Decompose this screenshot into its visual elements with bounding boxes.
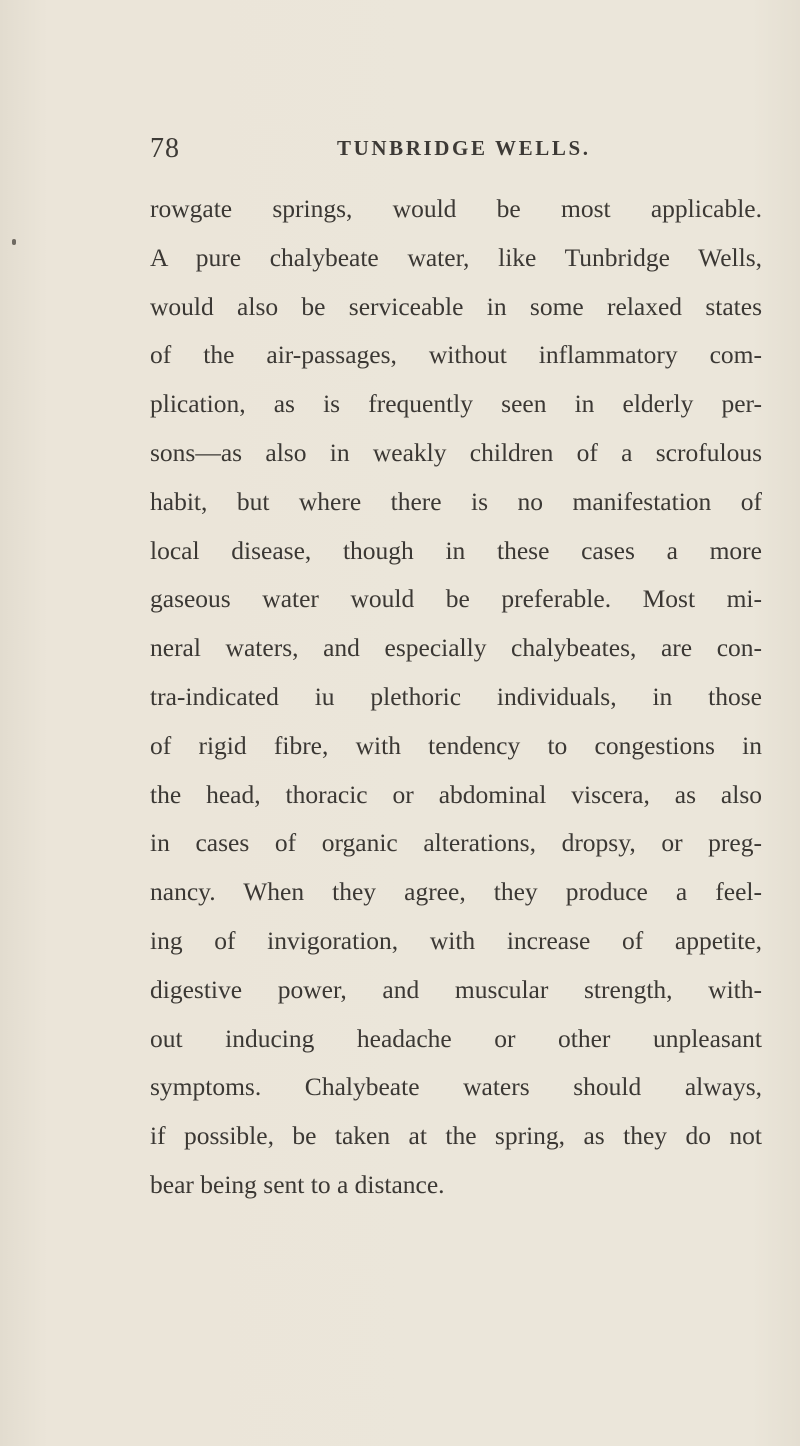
text-line: if possible, be taken at the spring, as they do not — [150, 1121, 762, 1151]
text-line: bear being sent to a distance. — [150, 1169, 445, 1199]
text-line: symptoms. Chalybeate waters should always, — [150, 1072, 762, 1102]
text-line: would also be serviceable in some relaxed states — [150, 291, 762, 321]
text-line: ing of invigoration, with increase of appetite, — [150, 925, 762, 955]
page-header — [150, 133, 770, 173]
text-line: in cases of organic alterations, dropsy, or preg- — [150, 828, 762, 858]
text-line: local disease, though in these cases a more — [150, 535, 762, 565]
text-line: the head, thoracic or abdominal viscera, as also — [150, 779, 762, 809]
text-line: sons—as also in weakly children of a scrofulous — [150, 437, 762, 467]
text-line: of rigid fibre, with tendency to congestions in — [150, 730, 762, 760]
text-line: rowgate springs, would be most applicable. — [150, 194, 762, 223]
text-line: plication, as is frequently seen in elderly per- — [150, 389, 762, 419]
paper-speck — [12, 239, 16, 245]
text-line: tra-indicated iu plethoric individuals, in those — [150, 681, 762, 711]
body-paragraph — [150, 185, 762, 1210]
text-line: digestive power, and muscular strength, with- — [150, 974, 762, 1004]
text-line: gaseous water would be preferable. Most mi- — [150, 584, 762, 614]
text-line: nancy. When they agree, they produce a feel- — [150, 877, 762, 907]
page-number: 78 — [150, 133, 180, 164]
text-line: A pure chalybeate water, like Tunbridge Wells, — [150, 242, 762, 272]
text-line: out inducing headache or other unpleasant — [150, 1023, 762, 1053]
text-line: of the air-passages, without inflammatory com- — [150, 340, 762, 370]
text-line: neral waters, and especially chalybeates, are con- — [150, 633, 762, 663]
text-line: habit, but where there is no manifestation of — [150, 486, 762, 516]
running-title: TUNBRIDGE WELLS. — [337, 136, 591, 160]
